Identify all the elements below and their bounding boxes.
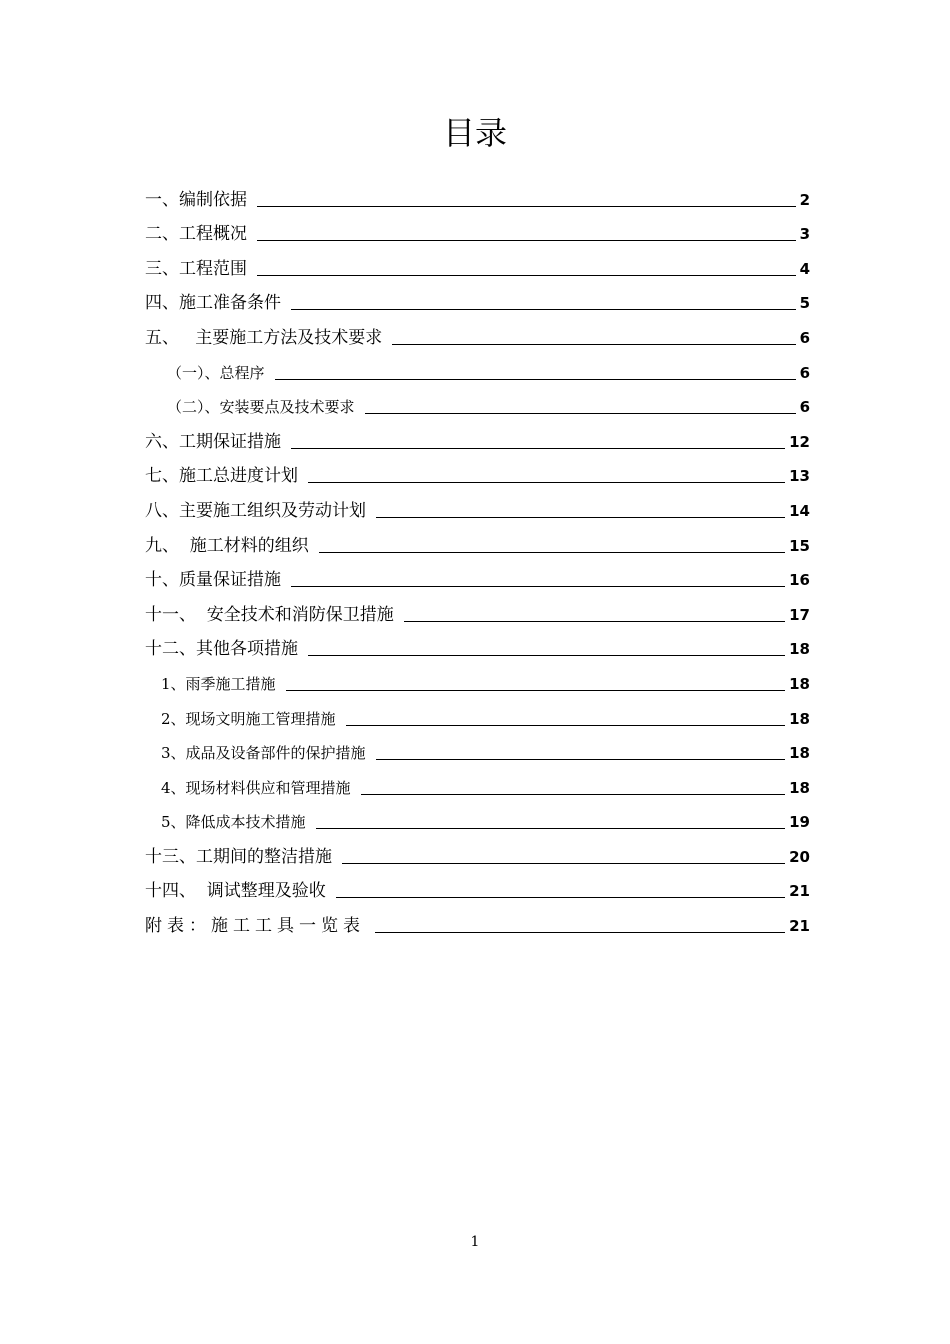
toc-entry-label: 三、工程范围 <box>145 258 247 279</box>
toc-entry-label: 八、主要施工组织及劳动计划 <box>145 500 366 521</box>
toc-entry[interactable] <box>145 871 810 906</box>
document-title: 目录 <box>442 114 507 152</box>
toc-entry-page-number: 6 <box>799 363 810 382</box>
table-of-contents <box>145 179 810 940</box>
toc-entry-page-number: 21 <box>789 917 810 936</box>
toc-entry[interactable] <box>145 905 810 940</box>
toc-leader-line <box>365 413 796 414</box>
toc-entry-page-number: 18 <box>789 674 810 693</box>
toc-entry-page-number: 3 <box>799 225 810 244</box>
toc-leader-line <box>316 828 786 829</box>
toc-leader-line <box>342 863 785 864</box>
toc-leader-line <box>319 552 785 553</box>
toc-entry-label: （二）、安装要点及技术要求 <box>167 398 355 417</box>
toc-entry[interactable] <box>145 836 810 871</box>
toc-entry-page-number: 13 <box>789 467 810 486</box>
toc-leader-line <box>336 897 785 898</box>
toc-entry-label: 十四、 调试整理及验收 <box>145 881 326 902</box>
toc-entry-label: 1、雨季施工措施 <box>161 674 276 693</box>
toc-entry[interactable] <box>145 594 810 629</box>
toc-leader-line <box>257 206 796 207</box>
toc-entry[interactable] <box>145 179 810 214</box>
toc-entry-page-number: 6 <box>799 398 810 417</box>
toc-leader-line <box>291 309 796 310</box>
toc-entry[interactable] <box>145 663 810 698</box>
toc-entry[interactable] <box>145 698 810 733</box>
toc-entry[interactable] <box>145 767 810 802</box>
toc-entry-label: 十、质量保证措施 <box>145 570 281 591</box>
toc-leader-line <box>375 932 785 933</box>
toc-leader-line <box>392 344 795 345</box>
toc-leader-line <box>275 379 796 380</box>
toc-leader-line <box>308 482 785 483</box>
toc-entry-page-number: 4 <box>799 259 810 278</box>
toc-entry[interactable] <box>145 387 810 422</box>
toc-entry-label: （一）、总程序 <box>167 363 265 382</box>
toc-entry[interactable] <box>145 560 810 595</box>
toc-entry[interactable] <box>145 490 810 525</box>
toc-entry-label: 六、工期保证措施 <box>145 431 281 452</box>
toc-entry-label: 七、施工总进度计划 <box>145 466 298 487</box>
toc-entry-page-number: 21 <box>789 882 810 901</box>
toc-entry-page-number: 18 <box>789 709 810 728</box>
toc-entry[interactable] <box>145 352 810 387</box>
toc-entry[interactable] <box>145 283 810 318</box>
toc-entry[interactable] <box>145 733 810 768</box>
toc-entry[interactable] <box>145 248 810 283</box>
toc-entry-page-number: 18 <box>789 744 810 763</box>
toc-entry-label: 十三、工期间的整洁措施 <box>145 846 332 867</box>
toc-entry-page-number: 19 <box>789 813 810 832</box>
toc-entry-label: 5、降低成本技术措施 <box>161 813 306 832</box>
toc-entry-label: 附表：施工工具一览表 <box>145 916 365 937</box>
toc-entry-label: 3、成品及设备部件的保护措施 <box>161 744 366 763</box>
toc-entry-page-number: 12 <box>789 432 810 451</box>
toc-entry-label: 4、现场材料供应和管理措施 <box>161 778 351 797</box>
toc-entry[interactable] <box>145 525 810 560</box>
toc-entry-page-number: 16 <box>789 571 810 590</box>
toc-entry-page-number: 17 <box>789 605 810 624</box>
toc-leader-line <box>291 586 785 587</box>
toc-entry[interactable] <box>145 421 810 456</box>
toc-entry-label: 一、编制依据 <box>145 189 247 210</box>
toc-entry-label: 十二、其他各项措施 <box>145 639 298 660</box>
toc-leader-line <box>308 655 785 656</box>
toc-entry-page-number: 15 <box>789 536 810 555</box>
toc-entry-page-number: 2 <box>799 190 810 209</box>
toc-leader-line <box>404 621 785 622</box>
toc-entry[interactable] <box>145 456 810 491</box>
toc-entry[interactable] <box>145 214 810 249</box>
toc-leader-line <box>346 725 786 726</box>
toc-leader-line <box>361 794 786 795</box>
toc-leader-line <box>286 690 786 691</box>
toc-entry-label: 二、工程概况 <box>145 224 247 245</box>
toc-entry-page-number: 6 <box>799 328 810 347</box>
toc-entry-page-number: 20 <box>789 847 810 866</box>
toc-entry-label: 四、施工准备条件 <box>145 293 281 314</box>
toc-entry-label: 2、现场文明施工管理措施 <box>161 709 336 728</box>
toc-leader-line <box>257 240 796 241</box>
toc-leader-line <box>291 448 785 449</box>
toc-entry-page-number: 18 <box>789 640 810 659</box>
toc-entry-label: 十一、 安全技术和消防保卫措施 <box>145 604 394 625</box>
toc-entry[interactable] <box>145 802 810 837</box>
toc-entry-label: 九、 施工材料的组织 <box>145 535 309 556</box>
toc-entry[interactable] <box>145 317 810 352</box>
toc-leader-line <box>376 517 785 518</box>
toc-entry-label: 五、 主要施工方法及技术要求 <box>145 327 383 348</box>
toc-entry[interactable] <box>145 629 810 664</box>
toc-entry-page-number: 14 <box>789 501 810 520</box>
toc-entry-page-number: 5 <box>799 294 810 313</box>
page-number: 1 <box>470 1234 480 1250</box>
toc-entry-page-number: 18 <box>789 778 810 797</box>
toc-leader-line <box>376 759 786 760</box>
toc-leader-line <box>257 275 796 276</box>
